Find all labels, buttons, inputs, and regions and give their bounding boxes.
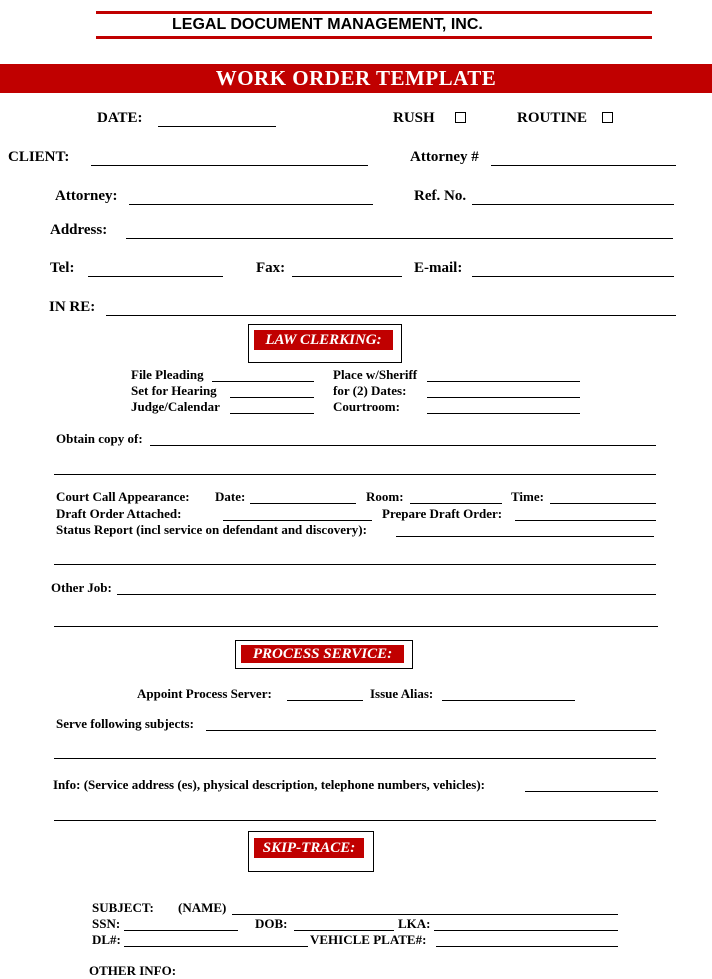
ssn-label: SSN: — [92, 916, 121, 931]
set-hearing-label: Set for Hearing — [131, 383, 217, 398]
status-report-field[interactable] — [396, 536, 654, 537]
obtain-copy-field[interactable] — [150, 445, 656, 446]
ssn-field[interactable] — [124, 930, 238, 931]
client-field[interactable] — [91, 165, 368, 166]
status-report-label: Status Report (incl service on defendant and discovery): — [56, 522, 367, 537]
ref-no-field[interactable] — [472, 204, 674, 205]
dob-label: DOB: — [255, 916, 288, 931]
routine-checkbox[interactable] — [602, 112, 613, 123]
in-re-field[interactable] — [106, 315, 676, 316]
court-call-room-label: Room: — [366, 489, 404, 504]
judge-calendar-field[interactable] — [230, 413, 314, 414]
routine-label: ROUTINE — [517, 110, 588, 126]
file-pleading-label: File Pleading — [131, 367, 204, 382]
prepare-draft-order-label: Prepare Draft Order: — [382, 506, 503, 521]
obtain-copy-label: Obtain copy of: — [56, 431, 143, 446]
fax-field[interactable] — [292, 276, 402, 277]
process-service-title: PROCESS SERVICE: — [241, 645, 404, 663]
obtain-copy-field-2[interactable] — [54, 474, 656, 475]
date-field[interactable] — [158, 126, 276, 127]
attorney-number-label: Attorney # — [410, 149, 479, 165]
serve-subjects-field-2[interactable] — [54, 758, 656, 759]
other-job-field-2[interactable] — [54, 626, 658, 627]
court-call-label: Court Call Appearance: — [56, 489, 190, 504]
address-label: Address: — [50, 222, 108, 238]
court-call-date-field[interactable] — [250, 503, 356, 504]
lka-label: LKA: — [398, 916, 431, 931]
lka-field[interactable] — [434, 930, 618, 931]
address-field[interactable] — [126, 238, 673, 239]
fax-label: Fax: — [256, 260, 286, 276]
attorney-field[interactable] — [129, 204, 373, 205]
tel-field[interactable] — [88, 276, 223, 277]
other-job-field[interactable] — [117, 594, 656, 595]
subject-name-label: (NAME) — [178, 900, 227, 915]
prepare-draft-order-field[interactable] — [515, 520, 656, 521]
other-job-label: Other Job: — [51, 580, 112, 595]
vehicle-plate-field[interactable] — [436, 946, 618, 947]
for-dates-field[interactable] — [427, 397, 580, 398]
email-label: E-mail: — [414, 260, 463, 276]
service-info-label: Info: (Service address (es), physical description, telephone numbers, vehicles): — [53, 777, 485, 792]
form-title-banner — [0, 64, 712, 93]
for-dates-label: for (2) Dates: — [333, 383, 407, 398]
attorney-label: Attorney: — [55, 188, 118, 204]
courtroom-field[interactable] — [427, 413, 580, 414]
dob-field[interactable] — [294, 930, 394, 931]
place-sheriff-label: Place w/Sheriff — [333, 367, 418, 382]
serve-subjects-label: Serve following subjects: — [56, 716, 194, 731]
vehicle-plate-label: VEHICLE PLATE#: — [310, 932, 427, 947]
court-call-date-label: Date: — [215, 489, 246, 504]
subject-name-field[interactable] — [232, 914, 618, 915]
skip-trace-title: SKIP-TRACE: — [254, 838, 364, 858]
draft-order-attached-field[interactable] — [223, 520, 372, 521]
courtroom-label: Courtroom: — [333, 399, 400, 414]
appoint-server-label: Appoint Process Server: — [137, 686, 272, 701]
court-call-time-label: Time: — [511, 489, 544, 504]
service-info-field[interactable] — [525, 791, 658, 792]
dl-field[interactable] — [124, 946, 308, 947]
date-label: DATE: — [97, 110, 143, 126]
issue-alias-field[interactable] — [442, 700, 575, 701]
other-info-label: OTHER INFO: — [89, 963, 177, 978]
law-clerking-title: LAW CLERKING: — [254, 330, 393, 350]
status-report-field-2[interactable] — [54, 564, 656, 565]
rush-label: RUSH — [393, 110, 435, 126]
header-bottom-rule — [96, 36, 652, 39]
appoint-server-field[interactable] — [287, 700, 363, 701]
rush-checkbox[interactable] — [455, 112, 466, 123]
email-field[interactable] — [472, 276, 674, 277]
service-info-field-2[interactable] — [54, 820, 656, 821]
issue-alias-label: Issue Alias: — [370, 686, 434, 701]
judge-calendar-label: Judge/Calendar — [131, 399, 220, 414]
header-top-rule — [96, 11, 652, 14]
tel-label: Tel: — [50, 260, 75, 276]
court-call-room-field[interactable] — [410, 503, 502, 504]
draft-order-attached-label: Draft Order Attached: — [56, 506, 182, 521]
attorney-number-field[interactable] — [491, 165, 676, 166]
form-title: WORK ORDER TEMPLATE — [215, 66, 497, 90]
company-name: LEGAL DOCUMENT MANAGEMENT, INC. — [172, 16, 483, 33]
subject-label: SUBJECT: — [92, 900, 154, 915]
place-sheriff-field[interactable] — [427, 381, 580, 382]
client-label: CLIENT: — [8, 149, 70, 165]
set-hearing-field[interactable] — [230, 397, 314, 398]
ref-no-label: Ref. No. — [414, 188, 467, 204]
serve-subjects-field[interactable] — [206, 730, 656, 731]
in-re-label: IN RE: — [49, 299, 96, 315]
dl-label: DL#: — [92, 932, 121, 947]
court-call-time-field[interactable] — [550, 503, 656, 504]
file-pleading-field[interactable] — [212, 381, 314, 382]
